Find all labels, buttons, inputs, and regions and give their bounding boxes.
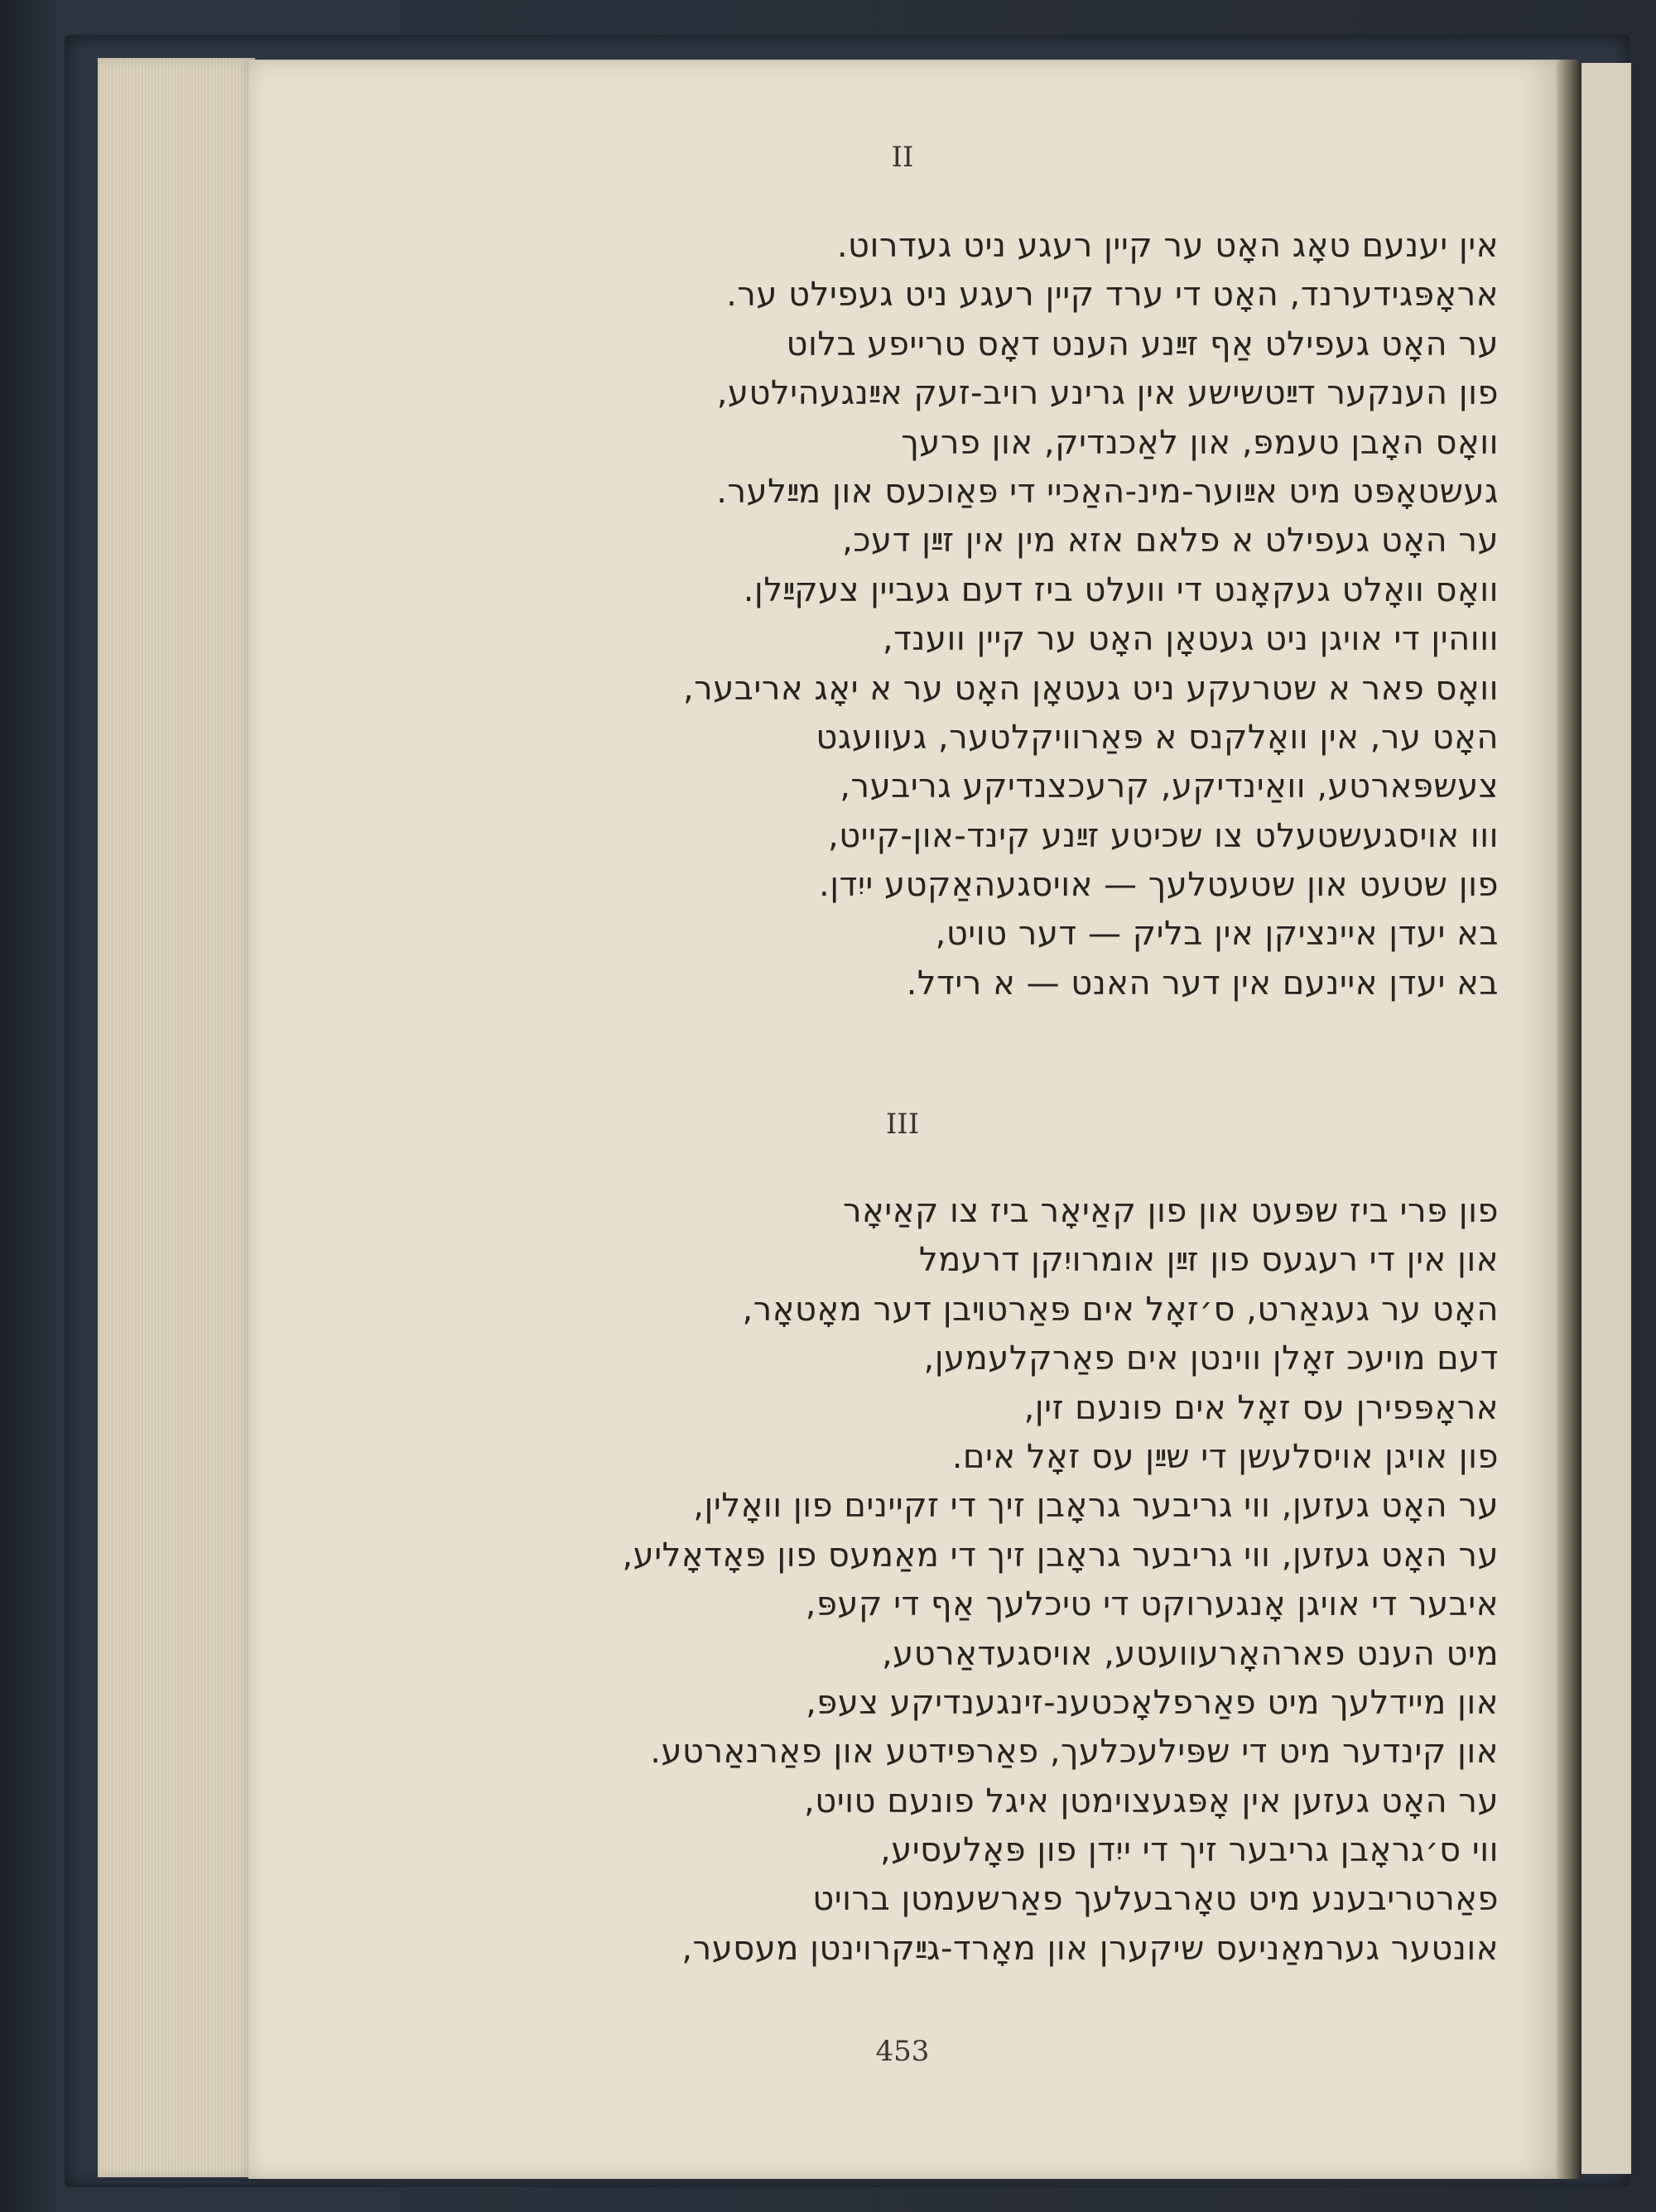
poem-line: ער האָט געזען אין אָפּגעצוימטן איגל פונעם טויט, <box>804 1782 1499 1820</box>
poem-line: פאַרטריבענע מיט טאָרבעלעך פאַרשעמטן ברויט <box>812 1880 1499 1919</box>
poem-line: בא יעדן איינציקן אין בליק — דער טויט, <box>935 915 1499 954</box>
poem-line: האָט ער, אין וואָלקנס א פּאַרוויקלטער, געוועגט <box>816 718 1499 757</box>
poem-line: צעשפּארטע, וואַינדיקע, קרעכצנדיקע גריבער, <box>840 767 1499 806</box>
poem-line: וווהין די אויגן ניט געטאָן האָט ער קיין ווענד, <box>882 620 1499 659</box>
poem-line: אונטער גערמאַניעס שיקערן און מאָרד-גײַקרוינטן מעסער, <box>681 1929 1499 1968</box>
page-number: 453 <box>875 2035 930 2068</box>
poem-line: מיט הענט פארהאָרעוועטע, אויסגעדאַרטע, <box>881 1634 1499 1673</box>
poem-line: דעם מויעכ זאָלן ווינטן אים פאַרקלעמען, <box>923 1339 1499 1378</box>
page-edges <box>98 58 255 2177</box>
poem-line: פון אויגן אויסלעשן די שײַן עס זאָל אים. <box>951 1437 1499 1476</box>
poem-line: האָט ער געגאַרט, ס׳זאָל אים פּאַרטױבן דער מאָטאָר, <box>742 1290 1499 1329</box>
poem-line: וואָס וואָלט געקאָנט די וועלט ביז דעם געביין צעקײַלן. <box>743 570 1499 609</box>
poem-line: ער האָט געזען, ווי גריבער גראָבן זיך די מאַמעס פון פּאָדאָליע, <box>622 1536 1499 1575</box>
poem-line: און מיידלעך מיט פאַרפלאָכטענ-זינגענדיקע צעפּ, <box>806 1683 1499 1722</box>
poem-line: ער האָט געזען, ווי גריבער גראָבן זיך די זקיינים פון וואָלין, <box>693 1487 1499 1526</box>
facing-page-edge <box>1581 63 1631 2174</box>
poem-line: בא יעדן איינעם אין דער האנט — א רידל. <box>906 964 1499 1003</box>
poem-line: און קינדער מיט די שפּילעכלעך, פאַרפּידטע און פאַרנאַרטע. <box>650 1733 1499 1772</box>
poem-line: פון שטעט און שטעטלעך — אויסגעהאַקטע ייִדן. <box>819 866 1499 905</box>
poem-line: ווי ס׳גראָבן גריבער זיך די ייִדן פון פּאָלעסיע, <box>879 1831 1499 1870</box>
poem-line: איבער די אויגן אָנגערוקט די טיכלעך אַף די קעפּ, <box>805 1585 1499 1624</box>
poem-section-ii <box>339 222 1499 1008</box>
poem-line: אין יענעם טאָג האָט ער קיין רעגע ניט געדרוט. <box>836 227 1499 265</box>
poem-line: פון פּרי ביז שפּעט און פון קאַיאָר ביז צו קאַיאָר <box>842 1192 1499 1230</box>
poem-line: ווו אויסגעשטעלט צו שכיטע זײַנע קינד-און-קייט, <box>828 816 1499 855</box>
section-numeral-ii: II <box>891 141 914 174</box>
poem-line: וואָס פאר א שטרעקע ניט געטאָן האָט ער א יאָג אריבער, <box>682 669 1499 708</box>
poem-section-iii <box>339 1187 1499 1974</box>
poem-line: געשטאָפּט מיט אײַוער-מינ-האַכיי די פּאַוכעס און מײַלער. <box>716 472 1499 511</box>
poem-line: וואָס האָבן טעמפּ, און לאַכנדיק, און פרעך <box>901 423 1499 462</box>
poem-line: ער האָט געפילט א פלאם אזא מין אין זײַן דעכ, <box>842 522 1499 560</box>
poem-line: אראָפּפירן עס זאָל אים פונעם זין, <box>1023 1388 1499 1427</box>
poem-line: פון הענקער דײַטשישע אין גרינע רויב-זעק אײַנגעהילטע, <box>716 374 1499 413</box>
book-gutter <box>1557 60 1581 2179</box>
section-numeral-iii: III <box>885 1108 920 1141</box>
poem-line: ער האָט געפילט אַף זײַנע הענט דאָס טרייפע בלוט <box>786 325 1499 363</box>
poem-line: אראָפּגידערנד, האָט די ערד קיין רעגע ניט געפילט ער. <box>726 276 1499 315</box>
poem-line: און אין די רעגעס פון זײַן אומרויִקן דרעמל <box>918 1241 1499 1280</box>
